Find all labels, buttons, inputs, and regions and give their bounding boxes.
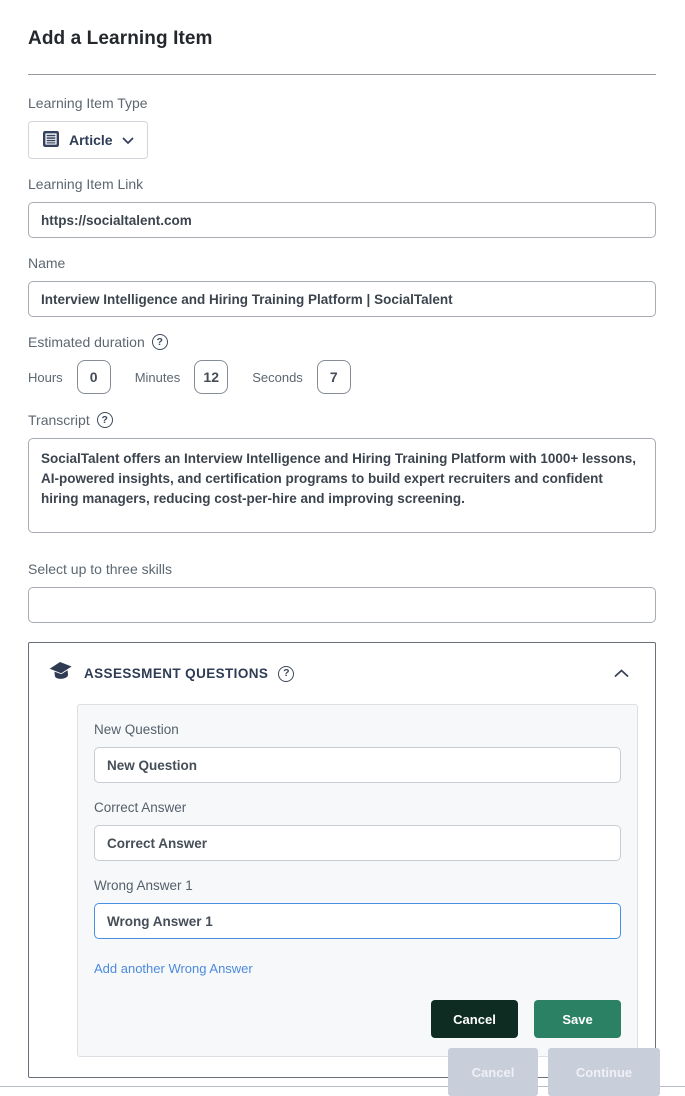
learning-item-type-label: Learning Item Type <box>28 95 148 111</box>
assessment-questions-header <box>29 660 655 687</box>
learning-item-link-field <box>28 176 656 238</box>
learning-item-type-value: Article <box>69 132 113 148</box>
name-input[interactable] <box>28 281 656 317</box>
name-label: Name <box>28 255 66 271</box>
name-field <box>28 255 656 317</box>
form-cancel-button[interactable]: Cancel <box>448 1048 538 1096</box>
new-question-label: New Question <box>94 722 179 737</box>
new-question-input[interactable] <box>94 747 621 783</box>
hours-label: Hours <box>28 369 63 385</box>
article-icon <box>42 130 60 151</box>
transcript-label <box>28 412 656 428</box>
wrong-answer-1-label: Wrong Answer 1 <box>94 878 193 893</box>
transcript-field <box>28 412 656 538</box>
add-another-wrong-answer-link[interactable]: Add another Wrong Answer <box>94 961 253 976</box>
estimated-duration-field <box>28 334 656 394</box>
skills-label: Select up to three skills <box>28 561 172 577</box>
hours-input[interactable] <box>77 360 111 394</box>
assessment-questions-title: ASSESSMENT QUESTIONS <box>84 666 269 681</box>
page-title: Add a Learning Item <box>28 28 213 49</box>
seconds-label: Seconds <box>252 369 303 385</box>
transcript-label-text: Transcript <box>28 412 90 428</box>
chevron-down-icon <box>122 133 134 148</box>
learning-item-type-field <box>28 95 656 159</box>
learning-item-link-label: Learning Item Link <box>28 176 144 192</box>
title-divider <box>28 74 656 75</box>
question-panel-actions <box>94 1000 621 1038</box>
form-continue-button[interactable]: Continue <box>548 1048 660 1096</box>
help-icon[interactable]: ? <box>152 334 168 350</box>
skills-field <box>28 561 656 623</box>
duration-inputs-row <box>28 360 656 394</box>
question-cancel-button[interactable]: Cancel <box>431 1000 518 1038</box>
skills-input[interactable] <box>28 587 656 623</box>
estimated-duration-label <box>28 334 656 350</box>
minutes-input[interactable] <box>194 360 228 394</box>
wrong-answer-1-input[interactable] <box>94 903 621 939</box>
chevron-up-icon <box>614 666 629 681</box>
estimated-duration-label-text: Estimated duration <box>28 334 145 350</box>
correct-answer-input[interactable] <box>94 825 621 861</box>
learning-item-link-input[interactable] <box>28 202 656 238</box>
correct-answer-label: Correct Answer <box>94 800 187 815</box>
help-icon[interactable]: ? <box>97 412 113 428</box>
minutes-label: Minutes <box>134 369 181 385</box>
graduation-cap-icon <box>48 660 74 687</box>
new-question-panel <box>77 704 638 1057</box>
transcript-textarea[interactable] <box>28 438 656 533</box>
learning-item-type-dropdown[interactable] <box>28 121 148 159</box>
collapse-section-button[interactable] <box>612 664 631 683</box>
assessment-questions-section <box>28 642 656 1078</box>
help-icon[interactable]: ? <box>278 666 294 682</box>
seconds-input[interactable] <box>317 360 351 394</box>
question-save-button[interactable]: Save <box>534 1000 621 1038</box>
